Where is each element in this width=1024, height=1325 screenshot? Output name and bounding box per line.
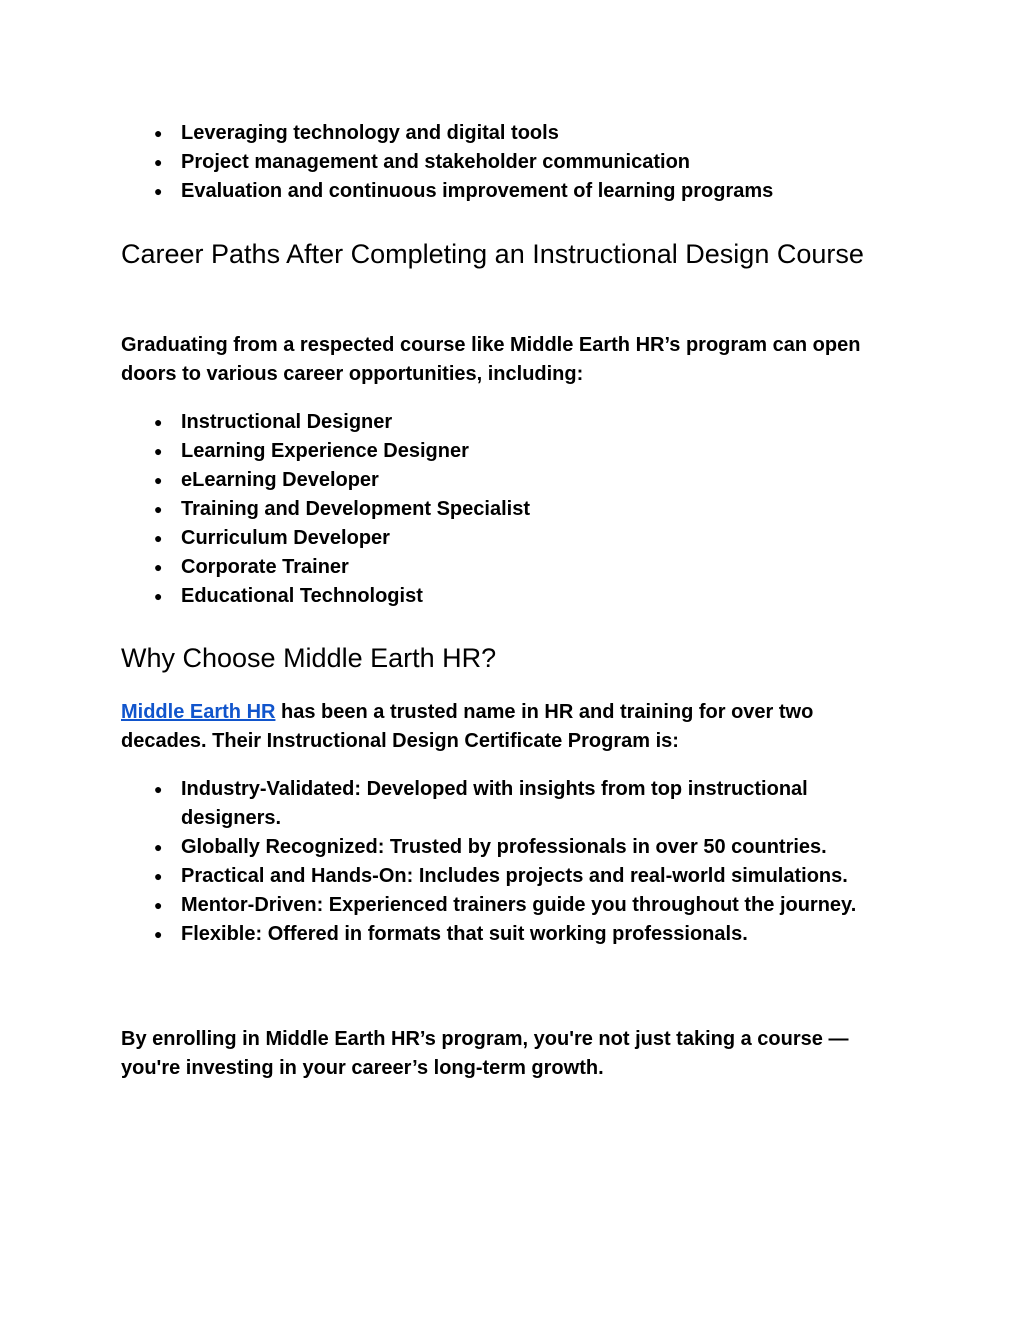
list-item: ● Educational Technologist (121, 582, 901, 611)
career-roles-list (121, 408, 901, 611)
list-item: ● eLearning Developer (121, 466, 901, 495)
list-item: ● Evaluation and continuous improvement of learning programs (121, 177, 901, 206)
career-intro-paragraph: Graduating from a respected course like Middle Earth HR’s program can open doors to various career opportunities, including: (121, 334, 861, 385)
features-list (121, 775, 901, 949)
closing-paragraph: By enrolling in Middle Earth HR’s program, you're not just taking a course — you're investing in your career’s long-term growth. (121, 1028, 849, 1079)
list-item: ● Industry-Validated: Developed with insights from top instructional designers. (121, 775, 901, 833)
bullet-icon: ● (154, 154, 163, 170)
career-roles-wrap (121, 408, 901, 611)
bullet-icon: ● (154, 781, 163, 797)
why-section-heading-wrap (121, 639, 901, 677)
list-item: ● Flexible: Offered in formats that suit working professionals. (121, 920, 901, 949)
why-intro-paragraph (121, 698, 901, 756)
features-wrap (121, 775, 901, 949)
bullet-icon: ● (154, 183, 163, 199)
bullet-icon: ● (154, 559, 163, 575)
list-item: ● Project management and stakeholder communication (121, 148, 901, 177)
skills-list-continued (121, 119, 901, 206)
list-item: ● Mentor-Driven: Experienced trainers guide you throughout the journey. (121, 891, 901, 920)
bullet-icon: ● (154, 443, 163, 459)
list-item: ● Leveraging technology and digital tools (121, 119, 901, 148)
middle-earth-hr-link[interactable]: Middle Earth HR (121, 701, 276, 723)
bullet-icon: ● (154, 868, 163, 884)
bullet-icon: ● (154, 125, 163, 141)
bullet-icon: ● (154, 414, 163, 430)
bullet-icon: ● (154, 588, 163, 604)
why-section-heading: Why Choose Middle Earth HR? (121, 643, 497, 673)
career-section-heading: Career Paths After Completing an Instructional Design Course (121, 239, 864, 269)
list-item: ● Curriculum Developer (121, 524, 901, 553)
bullet-icon: ● (154, 926, 163, 942)
closing-wrap (121, 1025, 901, 1083)
list-item: ● Training and Development Specialist (121, 495, 901, 524)
bullet-icon: ● (154, 501, 163, 517)
list-item: ● Corporate Trainer (121, 553, 901, 582)
skills-bullet-list (121, 119, 901, 206)
career-intro-wrap (121, 331, 901, 389)
bullet-icon: ● (154, 897, 163, 913)
list-item: ● Instructional Designer (121, 408, 901, 437)
list-item: ● Practical and Hands-On: Includes projects and real-world simulations. (121, 862, 901, 891)
why-intro-text: has been a trusted name in HR and training for over two decades. Their Instructional Design Certificate Program is: (121, 701, 814, 752)
career-section-heading-wrap (121, 235, 901, 273)
bullet-icon: ● (154, 530, 163, 546)
bullet-icon: ● (154, 472, 163, 488)
list-item: ● Learning Experience Designer (121, 437, 901, 466)
list-item: ● Globally Recognized: Trusted by professionals in over 50 countries. (121, 833, 901, 862)
bullet-icon: ● (154, 839, 163, 855)
why-intro-wrap (121, 698, 901, 756)
